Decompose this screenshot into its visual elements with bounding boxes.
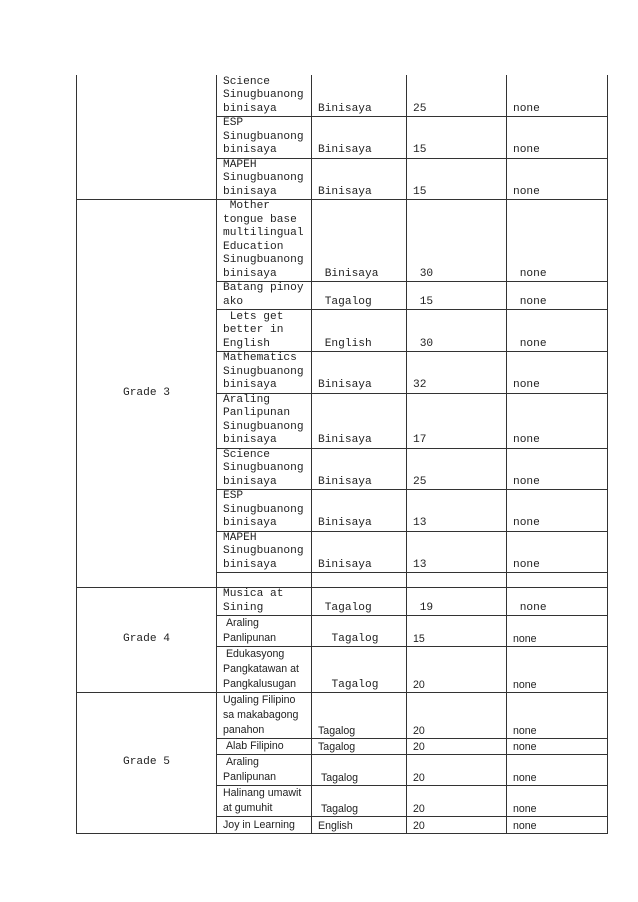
- count-cell: 13: [407, 531, 507, 573]
- subject-cell: Joy in Learning: [217, 817, 312, 834]
- remark-cell: none: [507, 352, 608, 394]
- grade-cell: Grade 3: [77, 200, 217, 588]
- remark-cell: none: [507, 616, 608, 647]
- remark-cell: none: [507, 817, 608, 834]
- language-cell: Tagalog: [312, 786, 407, 817]
- language-cell: Binisaya: [312, 158, 407, 200]
- language-cell: English: [312, 310, 407, 352]
- subject-cell: Edukasyong Pangkatawan at Pangkalusugan: [217, 647, 312, 693]
- count-cell: 20: [407, 817, 507, 834]
- count-cell: 15: [407, 117, 507, 159]
- language-cell: Binisaya: [312, 75, 407, 117]
- language-cell: Binisaya: [312, 200, 407, 282]
- subject-cell: Mathematics Sinugbuanong binisaya: [217, 352, 312, 394]
- remark-cell: none: [507, 448, 608, 490]
- language-cell: Binisaya: [312, 490, 407, 532]
- language-cell: Binisaya: [312, 531, 407, 573]
- count-cell: 15: [407, 282, 507, 310]
- subject-cell: Lets get better in English: [217, 310, 312, 352]
- count-cell: 15: [407, 158, 507, 200]
- language-cell: Tagalog: [312, 588, 407, 616]
- count-cell: 30: [407, 200, 507, 282]
- remark-cell: none: [507, 739, 608, 755]
- remark-cell: none: [507, 158, 608, 200]
- remark-cell: none: [507, 693, 608, 739]
- table-row: [77, 588, 608, 616]
- subject-cell: ESP Sinugbuanong binisaya: [217, 490, 312, 532]
- language-cell: English: [312, 817, 407, 834]
- count-cell: 20: [407, 739, 507, 755]
- subject-cell: Alab Filipino: [217, 739, 312, 755]
- subject-cell: Araling Panlipunan: [217, 755, 312, 786]
- remark-cell: none: [507, 490, 608, 532]
- language-cell: Binisaya: [312, 117, 407, 159]
- table-row: [77, 693, 608, 739]
- count-cell: 25: [407, 448, 507, 490]
- language-cell: Tagalog: [312, 282, 407, 310]
- remark-cell: none: [507, 117, 608, 159]
- remark-cell: none: [507, 282, 608, 310]
- language-cell: Tagalog: [312, 755, 407, 786]
- language-cell: Binisaya: [312, 352, 407, 394]
- grade-cell: [77, 75, 217, 200]
- subject-cell: Halinang umawit at gumuhit: [217, 786, 312, 817]
- subject-cell: Science Sinugbuanong binisaya: [217, 448, 312, 490]
- language-cell: Tagalog: [312, 693, 407, 739]
- subject-cell: Araling Panlipunan: [217, 616, 312, 647]
- remark-cell: none: [507, 310, 608, 352]
- empty-cell: [507, 573, 608, 588]
- language-cell: Tagalog: [312, 616, 407, 647]
- subject-cell: Mother tongue base multilingual Education Sinugbuanong binisaya: [217, 200, 312, 282]
- count-cell: 13: [407, 490, 507, 532]
- table-row: [77, 75, 608, 117]
- subject-cell: Musica at Sining: [217, 588, 312, 616]
- count-cell: 32: [407, 352, 507, 394]
- count-cell: 20: [407, 786, 507, 817]
- empty-cell: [407, 573, 507, 588]
- remark-cell: none: [507, 755, 608, 786]
- remark-cell: none: [507, 786, 608, 817]
- empty-cell: [217, 573, 312, 588]
- count-cell: 20: [407, 755, 507, 786]
- language-cell: Tagalog: [312, 739, 407, 755]
- language-cell: Tagalog: [312, 647, 407, 693]
- remark-cell: none: [507, 588, 608, 616]
- remark-cell: none: [507, 75, 608, 117]
- empty-cell: [312, 573, 407, 588]
- count-cell: 20: [407, 693, 507, 739]
- count-cell: 20: [407, 647, 507, 693]
- remark-cell: none: [507, 200, 608, 282]
- count-cell: 30: [407, 310, 507, 352]
- grade-cell: Grade 5: [77, 693, 217, 834]
- subject-table: [76, 75, 608, 834]
- subject-cell: ESP Sinugbuanong binisaya: [217, 117, 312, 159]
- subject-cell: Ugaling Filipino sa makabagong panahon: [217, 693, 312, 739]
- remark-cell: none: [507, 531, 608, 573]
- remark-cell: none: [507, 647, 608, 693]
- table-row: [77, 200, 608, 282]
- subject-cell: MAPEH Sinugbuanong binisaya: [217, 158, 312, 200]
- count-cell: 25: [407, 75, 507, 117]
- subject-cell: MAPEH Sinugbuanong binisaya: [217, 531, 312, 573]
- subject-cell: Batang pinoy ako: [217, 282, 312, 310]
- grade-cell: Grade 4: [77, 588, 217, 693]
- language-cell: Binisaya: [312, 393, 407, 448]
- language-cell: Binisaya: [312, 448, 407, 490]
- subject-cell: Science Sinugbuanong binisaya: [217, 75, 312, 117]
- subject-cell: Araling Panlipunan Sinugbuanong binisaya: [217, 393, 312, 448]
- count-cell: 19: [407, 588, 507, 616]
- count-cell: 15: [407, 616, 507, 647]
- remark-cell: none: [507, 393, 608, 448]
- count-cell: 17: [407, 393, 507, 448]
